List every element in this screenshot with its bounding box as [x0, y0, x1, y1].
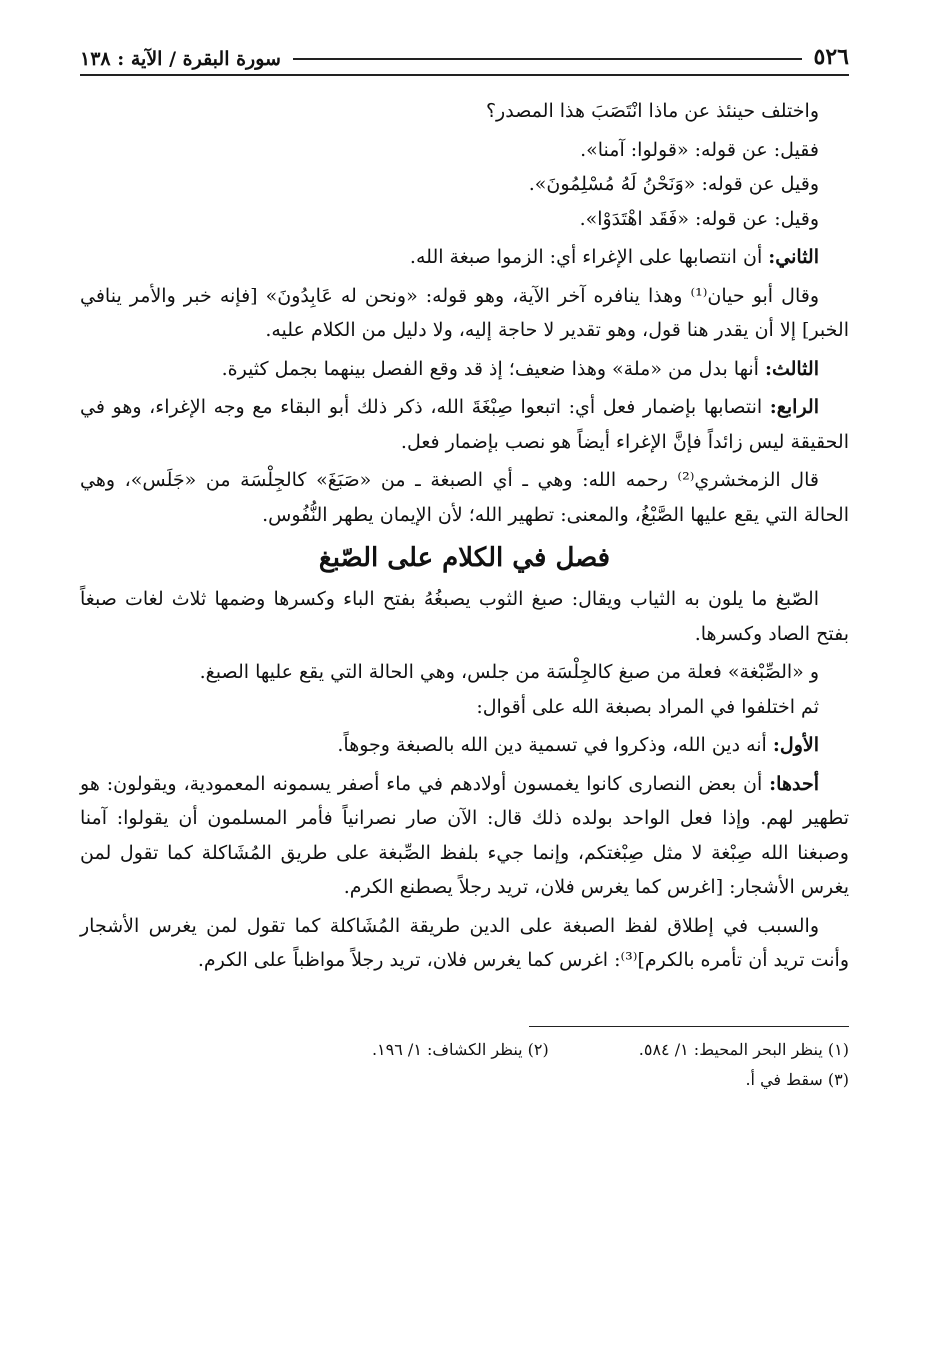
paragraph: والسبب في إطلاق لفظ الصبغة على الدين طريقة المُشَاكلة كما تقول لمن يغرس الأشجار وأنت تريد أن تأمره بالكرم]⁽³⁾: اغرس كما يغرس فلان، تريد رجلاً مواظباً على الكرم.: [80, 914, 849, 971]
footnotes: [80, 1035, 849, 1095]
running-title: سورة البقرة / الآية : ١٣٨: [80, 48, 281, 70]
footnote-separator: [529, 1026, 849, 1027]
paragraph: الرابع: انتصابها بإضمار فعل أي: اتبعوا صِبْغَةَ الله، ذكر ذلك أبو البقاء مع وجه الإغراء، وهو في الحقيقة ليس زائداً فإنَّ الإغراء أيضاً هو نصب بإضمار فعل.: [80, 396, 849, 453]
section-heading: فصل في الكلام على الصّبغ: [318, 543, 611, 573]
paragraph-lead: أحدها:: [769, 772, 819, 795]
paragraph: ثم اختلفوا في المراد بصبغة الله على أقوال:: [476, 695, 819, 718]
paragraph: الأول: أنه دين الله، وذكروا في تسمية دين الله بالصبغة وجوهاً.: [337, 734, 819, 756]
paragraph-lead: الثاني:: [768, 246, 819, 268]
footnote-row: [80, 1035, 849, 1065]
paragraph-lead: الثالث:: [764, 357, 819, 380]
paragraph-lead: الرابع:: [769, 396, 819, 418]
paragraph: أحدها: أن بعض النصارى كانوا يغمسون أولادهم في ماء أصفر يسمونه المعمودية، ويقولون: هو تطهير لهم. وإذا فعل الواحد بولده ذلك قال: الآن صار نصرانياً فأمر المسلمون أن يقولوا: آمنا وصبغنا الله صِبْغة لا مثل صِبْغتكم، وإنما جيء بلفظ الصِّبغة على طريق المُشَاكلة كما تقول لمن يغرس الأشجار: [اغرس كما يغرس فلان، تريد رجلاً يصطنع الكرم.: [80, 772, 849, 898]
paragraph: وقال أبو حيان⁽¹⁾ وهذا ينافره آخر الآية، وهو قوله: «ونحن له عَابِدُونَ» [فإنه خبر والأمر ينافي الخبر] إلا أن يقدر هنا قول، وهو تقدير لا حاجة إليه، ولا دليل من الكلام عليه.: [80, 284, 849, 341]
paragraph: الثاني: أن انتصابها على الإغراء أي: الزموا صبغة الله.: [409, 246, 819, 268]
paragraph: الثالث: أنها بدل من «ملة» وهذا ضعيف؛ إذ قد وقع الفصل بينهما بجمل كثيرة.: [221, 357, 819, 380]
paragraph: وقيل عن قوله: «وَنَحْنُ لَهُ مُسْلِمُونَ».: [528, 173, 819, 195]
paragraph: فقيل: عن قوله: «قولوا: آمنا».: [580, 138, 819, 161]
page-body: [80, 94, 849, 978]
footnote-3: (٣) سقط في أ.: [745, 1069, 849, 1089]
footnote-2: (٢) ينظر الكشاف: ١/ ١٩٦.: [371, 1039, 549, 1059]
page-number: ٥٢٦: [813, 44, 849, 70]
page-header: [80, 36, 849, 76]
paragraph: وقيل: عن قوله: «فَقَد اهْتَدَوْا».: [579, 207, 819, 230]
paragraph: و «الصِّبْغة» فعلة من صبغ كالجِلْسَة من جلس، وهي الحالة التي يقع عليها الصبغ.: [199, 661, 819, 683]
footnote-1: (١) ينظر البحر المحيط: ١/ ٥٨٤.: [638, 1039, 849, 1059]
header-rule: [293, 58, 802, 60]
paragraph-lead: الأول:: [772, 734, 819, 756]
paragraph: الصّبغ ما يلون به الثياب ويقال: صبغ الثوب يصبغُهُ بفتح الباء وكسرها وضمها ثلاث لغات صبغاً بفتح الصاد وكسرها.: [80, 588, 849, 645]
paragraph: واختلف حينئذ عن ماذا انْتَصَبَ هذا المصدر؟: [485, 100, 819, 122]
paragraph: قال الزمخشري⁽²⁾ رحمه الله: وهي ـ أي الصبغة ـ من «صَبَغَ» كالجِلْسَة من «جَلَس»، وهي الحالة التي يقع عليها الصَّبْغُ، والمعنى: تطهير الله؛ لأن الإيمان يطهر النُّفُوس.: [80, 469, 849, 526]
footnote-row: [80, 1065, 849, 1095]
